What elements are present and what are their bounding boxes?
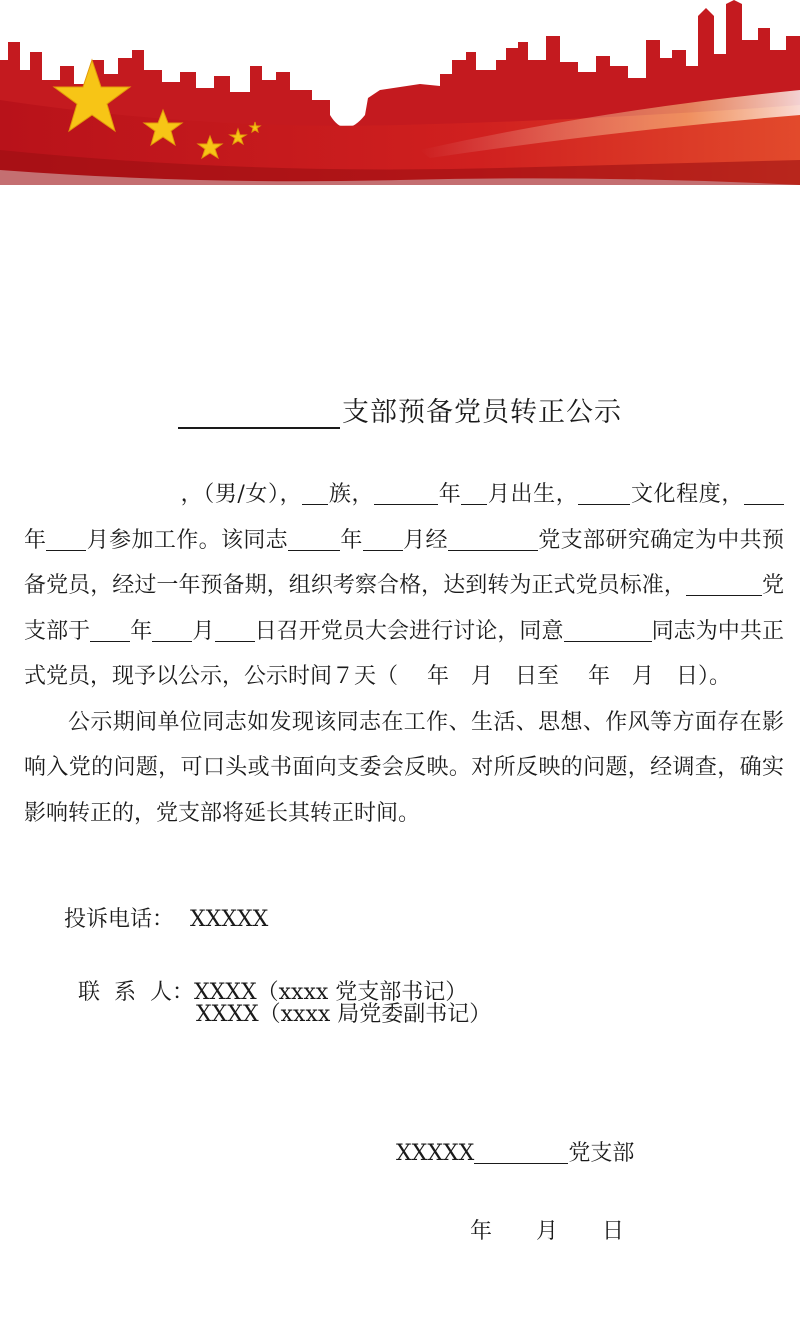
phone-label: 投诉电话： [64, 907, 175, 932]
paragraph-2: 公示期间单位同志如发现该同志在工作、生活、思想、作风等方面存在影响入党的问题，可口头或书面向支委会反映。对所反映的问题，经调查，确实影响转正的，党支部将延长其转正时间。 [24, 709, 784, 826]
blank [288, 524, 340, 551]
contact-person-2: XXXX（xxxx 局党委副书记） [196, 1002, 492, 1027]
header-banner [0, 0, 800, 190]
blank [448, 524, 538, 551]
blank [564, 615, 652, 642]
title-blank [178, 397, 340, 429]
notice-body [24, 472, 784, 836]
contact-line-2 [196, 997, 491, 1028]
blank [744, 478, 784, 505]
contact-person-1: XXXX（xxxx 党支部书记） [193, 980, 468, 1005]
blank [215, 615, 255, 642]
blank [461, 478, 487, 505]
contact-label: 联 系 人： [78, 980, 194, 1005]
blank [46, 524, 86, 551]
blank [363, 524, 403, 551]
blank [578, 478, 630, 505]
blank [686, 569, 762, 596]
phone-value: XXXXX [190, 907, 269, 932]
title-text: 支部预备党员转正公示 [342, 397, 622, 428]
notice-title [0, 390, 800, 429]
blank [302, 478, 328, 505]
paragraph-1: ，（男/女）， 族， 年 月出生， 文化程度，年 月参加工作。该同志 年 月经 党支部研究确定为中共预备党员，经过一年预备期，组织考察合格，达到转为正式党员标准， 党支部于 年 月 日召开党员大会进行讨论，同意 同志为中共正式党员，现予以公示，公示时间７天（ 年 月 日至 年 月 日）。 [24, 472, 784, 700]
org-blank [474, 1137, 568, 1164]
signature-org: XXXXX 党支部 [396, 1136, 634, 1167]
signature-date: 年 月 日 [470, 1219, 625, 1244]
blank [152, 615, 192, 642]
blank [90, 615, 130, 642]
blank [374, 478, 438, 505]
phone-line [64, 902, 268, 933]
